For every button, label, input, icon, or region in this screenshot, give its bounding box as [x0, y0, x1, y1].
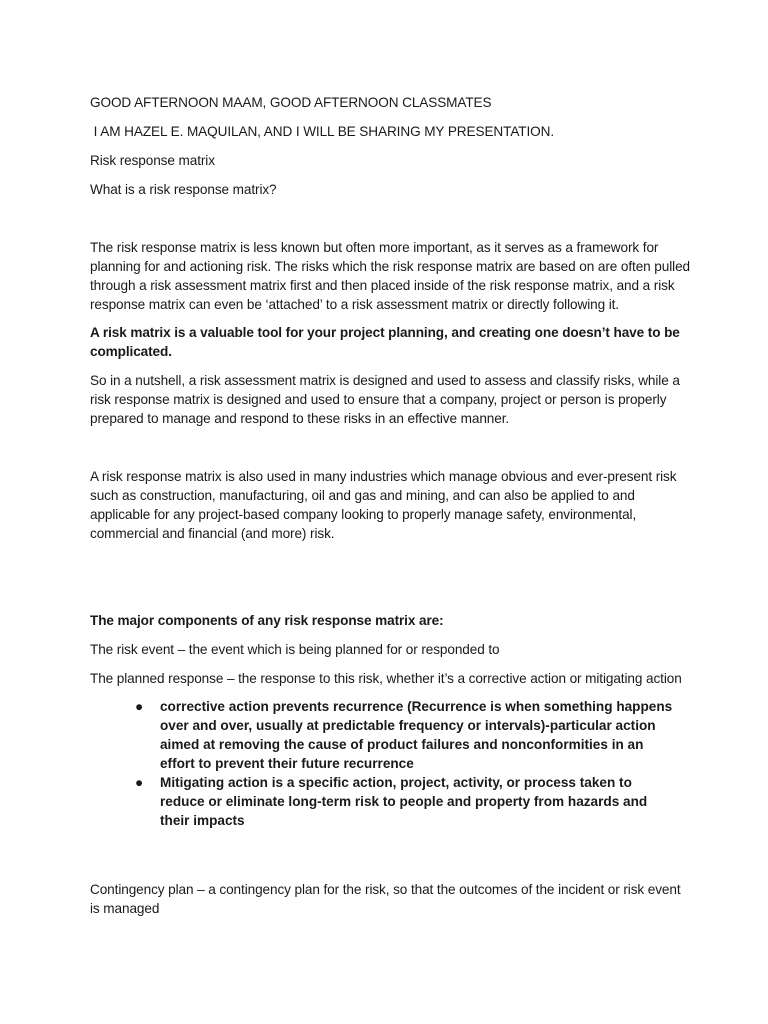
- definition-paragraph: The risk response matrix is less known but often more important, as it serves as a framework for planning for and actioning risk. The risks which the risk response matrix are based on are often pulled through a risk assessment matrix first and then placed inside of the risk response matrix, and a risk response matrix can even be ‘attached’ to a risk assessment matrix or directly following it.: [90, 240, 690, 312]
- corrective-action-text: corrective action prevents recurrence (Recurrence is when something happens over and over, usually at predictable frequency or intervals)-particular action aimed at removing the cause of product failures and nonconformities in an effort to prevent their future recurrence: [160, 699, 673, 771]
- mitigating-action-text: Mitigating action is a specific action, project, activity, or process taken to reduce or eliminate long-term risk to people and property from hazards and their impacts: [160, 775, 648, 828]
- tool-bold-paragraph: A risk matrix is a valuable tool for your project planning, and creating one doesn’t have to be complicated.: [90, 325, 680, 359]
- list-item: [90, 773, 680, 830]
- industries-paragraph: A risk response matrix is also used in many industries which manage obvious and ever-present risk such as construction, manufacturing, oil and gas and mining, and can also be applied to and applicable for any project-based company looking to properly manage safety, environmental, commercial and financial (and more) risk.: [90, 469, 677, 541]
- nutshell-paragraph: So in a nutshell, a risk assessment matrix is designed and used to assess and classify risks, while a risk response matrix is designed and used to ensure that a company, project or person is properly prepared to manage and respond to these risks in an effective manner.: [90, 373, 680, 426]
- greeting-line: GOOD AFTERNOON MAAM, GOOD AFTERNOON CLASSMATES: [90, 95, 492, 110]
- topic-heading: Risk response matrix: [90, 153, 215, 168]
- bullet-icon: ●: [135, 699, 144, 714]
- action-bullet-list: [90, 697, 680, 830]
- question-line: What is a risk response matrix?: [90, 182, 277, 197]
- intro-line: I AM HAZEL E. MAQUILAN, AND I WILL BE SHARING MY PRESENTATION.: [90, 124, 555, 139]
- components-heading: The major components of any risk response matrix are:: [90, 613, 444, 628]
- contingency-paragraph: Contingency plan – a contingency plan for the risk, so that the outcomes of the incident or risk event is managed: [90, 882, 681, 916]
- planned-response-line: The planned response – the response to this risk, whether it’s a corrective action or mitigating action: [90, 671, 682, 686]
- list-item: [90, 697, 680, 773]
- bullet-icon: ●: [135, 775, 144, 790]
- risk-event-line: The risk event – the event which is being planned for or responded to: [90, 642, 500, 657]
